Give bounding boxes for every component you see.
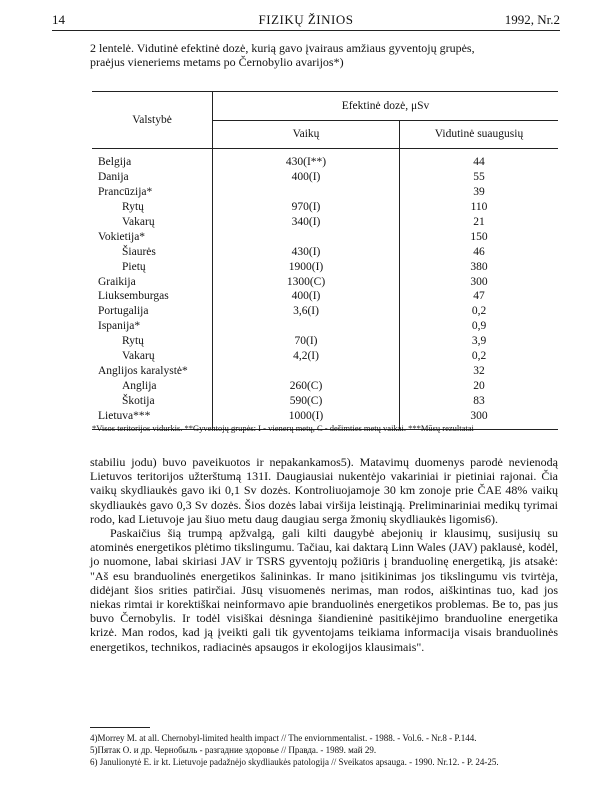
cell-state: Anglija — [92, 378, 213, 393]
cell-children: 430(I**) — [213, 149, 400, 170]
journal-title: FIZIKŲ ŽINIOS — [258, 12, 354, 27]
cell-adults: 44 — [473, 156, 485, 169]
cell-adults: 39 — [473, 186, 485, 199]
table-row — [92, 363, 558, 378]
cell-state: Anglijos karalystė* — [92, 363, 213, 378]
footnote-rule — [90, 727, 150, 728]
cell-state: Šiaurės — [92, 244, 213, 259]
cell-state: Rytų — [92, 200, 213, 215]
cell-adults: 150 — [470, 230, 488, 243]
cell-state: Rytų — [92, 334, 213, 349]
header-children: Vaikų — [213, 120, 400, 149]
table-row — [92, 289, 558, 304]
cell-children: 590(C) — [213, 393, 400, 408]
table-row — [92, 229, 558, 244]
table-row — [92, 378, 558, 393]
paragraph: Paskaičius šią trumpą apžvalgą, gali kilti daugybė abejonių ir klausimų, susijusių su atominės energetikos plėtimo tikslingumu. Tačiau, kai daktarą Linn Wales (JAV) paklausė, kodėl, jo nuomone, labai skiriasi JAV ir TSRS gyventojų požiūris į branduolinę energetiką, jis atsakė: "Aš esu branduolinės energetikos šalininkas. Ir mano įsitikinimas jos tikslingumu vis tvirtėja, didėjant šios srities patirčiai. Jūsų visuomenės nerimas, man rodos, aiškintinas tuo, kad jos niekas rimtai ir korektiškai neinformavo apie branduolinės energetikos problemas. Be to, pas jus buvo Černobylis. Ir todėl visiškai dėsninga šiandieninė pasitikėjimo branduoline energetika krizė. Man rodos, kad ją įveikti gali tik gyventojams teikiama informacija visais branduolinės energetikos, technikos, radiacinės apsaugos ir ekologijos klausimais". — [90, 526, 558, 654]
table-row — [92, 304, 558, 319]
cell-state: Danija — [92, 170, 213, 185]
caption-line: praėjus vieneriems metams po Černobylio avarijos*) — [90, 55, 344, 69]
table-body — [92, 149, 558, 430]
cell-adults: 21 — [473, 216, 485, 228]
table-row — [92, 244, 558, 259]
cell-state: Lietuva*** — [92, 408, 213, 429]
cell-adults: 47 — [473, 290, 485, 303]
table-note: *Visos teritorijos vidurkis. **Gyventojų grupės: I - vienerų metų, C - dešimties metų vaikai. ***Mūsų rezultatai — [92, 423, 474, 433]
cell-children: 3,6(I) — [213, 304, 400, 319]
header-adults: Vidutinė suaugusių — [400, 120, 559, 149]
cell-adults: 83 — [473, 394, 485, 407]
paragraph: stabiliu jodu) buvo paveikuotos ir nepakankamos5). Matavimų duomenys parodė nevienodą Lietuvos teritorijos užterštumą 131I. Daugiausiai nukentėjo vakariniai ir pietiniai rajonai. Čia vaikų skydliaukės gavo iki 0,1 Sv dozės. Kontroliuojamoje 30 km zonoje prie ČAE 48% vaikų skydliaukės gavo 0,3 Sv dozės. Šios dozės labai viršija leistinąją. Preliminariniai medikų tyrimai rodo, kad Lietuvoje jau šiuo metu daug daugiau serga žmonių skydliaukės ligomis6). — [90, 455, 558, 526]
cell-state: Vakarų — [92, 215, 213, 230]
table-row — [92, 149, 558, 170]
footnote: 5)Пятак О. и др. Чернобыль - разгадние здоровье // Правда. - 1989. май 29. — [90, 745, 377, 755]
table-row — [92, 334, 558, 349]
cell-adults: 20 — [473, 379, 485, 392]
cell-adults: 32 — [473, 364, 485, 377]
table-row — [92, 170, 558, 185]
page-number: 14 — [52, 12, 65, 27]
cell-state: Liuksemburgas — [92, 289, 213, 304]
table-row — [92, 259, 558, 274]
cell-children: 1300(C) — [213, 274, 400, 289]
table-caption — [90, 41, 558, 69]
cell-adults: 110 — [470, 201, 488, 214]
cell-state: Vokietija* — [92, 229, 213, 244]
cell-adults: 300 — [400, 408, 559, 429]
cell-children: 430(I) — [213, 244, 400, 259]
cell-children: 340(I) — [213, 215, 400, 230]
running-header — [52, 12, 560, 31]
cell-children: 1000(I) — [213, 408, 400, 429]
table-row — [92, 349, 558, 364]
cell-state: Pietų — [92, 259, 213, 274]
cell-children — [213, 185, 400, 200]
cell-state: Belgija — [92, 149, 213, 170]
cell-adults: 46 — [473, 245, 485, 258]
table-row — [92, 215, 558, 230]
cell-adults: 3,9 — [471, 335, 487, 348]
cell-state: Prancūzija* — [92, 185, 213, 200]
table-row — [92, 185, 558, 200]
cell-children: 70(I) — [213, 334, 400, 349]
issue-label: 1992, Nr.2 — [504, 12, 560, 27]
cell-adults: 0,2 — [471, 350, 487, 363]
cell-state: Vakarų — [92, 349, 213, 364]
cell-state: Ispanija* — [92, 319, 213, 334]
cell-children — [213, 363, 400, 378]
cell-adults: 0,9 — [471, 320, 487, 333]
cell-adults: 55 — [473, 171, 485, 184]
cell-children: 1900(I) — [213, 259, 400, 274]
cell-children: 970(I) — [213, 200, 400, 215]
caption-line: 2 lentelė. Vidutinė efektinė dozė, kurią gavo įvairaus amžiaus gyventojų grupės, — [90, 41, 475, 55]
cell-children: 260(C) — [213, 378, 400, 393]
cell-children — [213, 319, 400, 334]
table-row — [92, 274, 558, 289]
footnote: 4)Morrey M. at all. Chernobyl-limited health impact // The enviornmentalist. - 1988. - Vol.6. - Nr.8 - P.144. — [90, 733, 477, 743]
table-row — [92, 319, 558, 334]
cell-children — [213, 229, 400, 244]
cell-adults: 0,2 — [471, 305, 487, 318]
article-body — [90, 455, 558, 654]
dose-table — [92, 91, 558, 430]
cell-children: 400(I) — [213, 289, 400, 304]
cell-adults: 300 — [470, 275, 488, 288]
cell-state: Graikija — [92, 274, 213, 289]
footnotes — [90, 732, 560, 768]
cell-children: 4,2(I) — [213, 349, 400, 364]
header-state: Valstybė — [92, 92, 213, 149]
cell-state: Portugalija — [92, 304, 213, 319]
table-row — [92, 393, 558, 408]
cell-adults: 380 — [470, 260, 488, 273]
cell-state: Škotija — [92, 393, 213, 408]
header-dose: Efektinė dozė, μSv — [213, 92, 559, 121]
cell-children: 400(I) — [213, 170, 400, 185]
footnote: 6) Janulionytė E. ir kt. Lietuvoje padažnėjo skydliaukės patologija // Sveikatos apsauga. - 1990. Nr.12. - P. 24-25. — [90, 757, 499, 767]
table-row — [92, 200, 558, 215]
